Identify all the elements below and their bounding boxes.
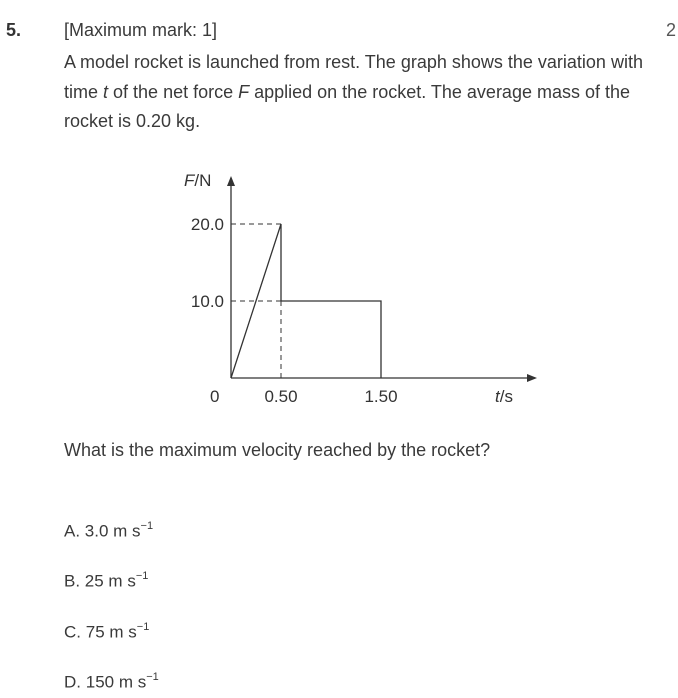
stem-time-symbol: t xyxy=(103,81,109,102)
option-c[interactable] xyxy=(64,622,149,643)
option-a[interactable] xyxy=(64,521,153,542)
y-axis-label xyxy=(184,171,211,190)
stem-force-symbol: F xyxy=(238,81,250,102)
origin-label: 0 xyxy=(210,387,220,406)
maximum-mark: [Maximum mark: 1] xyxy=(64,20,218,40)
question-prompt: What is the maximum velocity reached by the rocket? xyxy=(64,440,491,460)
option-c-letter: C. xyxy=(64,622,81,642)
option-c-value: 75 m s xyxy=(85,622,137,642)
x-axis-symbol: t xyxy=(495,387,500,406)
y-tick-label-1: 20.0 xyxy=(190,215,224,234)
y-tick-label-0: 10.0 xyxy=(190,292,224,311)
option-b-value: 25 m s xyxy=(84,571,136,591)
stem-text-2: of the net force xyxy=(108,81,239,102)
option-d-value: 150 m s xyxy=(85,672,147,692)
option-b-letter: B. xyxy=(64,571,81,591)
option-d-letter: D. xyxy=(64,672,81,692)
question-number: 5. xyxy=(6,20,22,40)
option-a-value: 3.0 m s xyxy=(84,521,141,541)
option-d-exponent: −1 xyxy=(146,671,159,683)
stem-text-3: applied on the rocket. The average mass of the rocket is 0.20 kg. xyxy=(64,81,631,131)
option-d[interactable] xyxy=(64,672,159,693)
stem-text-1: A model rocket is launched from rest. The graph shows the variation with time xyxy=(64,52,643,102)
page-number: 2 xyxy=(666,20,677,40)
option-b-exponent: −1 xyxy=(135,570,149,582)
y-axis-symbol: F xyxy=(184,171,195,190)
option-a-exponent: −1 xyxy=(140,520,154,532)
x-axis-label xyxy=(495,387,513,406)
option-b[interactable] xyxy=(64,571,148,592)
option-a-letter: A. xyxy=(64,521,81,541)
option-c-exponent: −1 xyxy=(136,621,150,633)
x-tick-label-0: 0.50 xyxy=(264,387,298,406)
x-axis-unit: /s xyxy=(499,387,513,406)
y-axis-unit: /N xyxy=(194,171,212,190)
x-tick-label-1: 1.50 xyxy=(364,387,398,406)
